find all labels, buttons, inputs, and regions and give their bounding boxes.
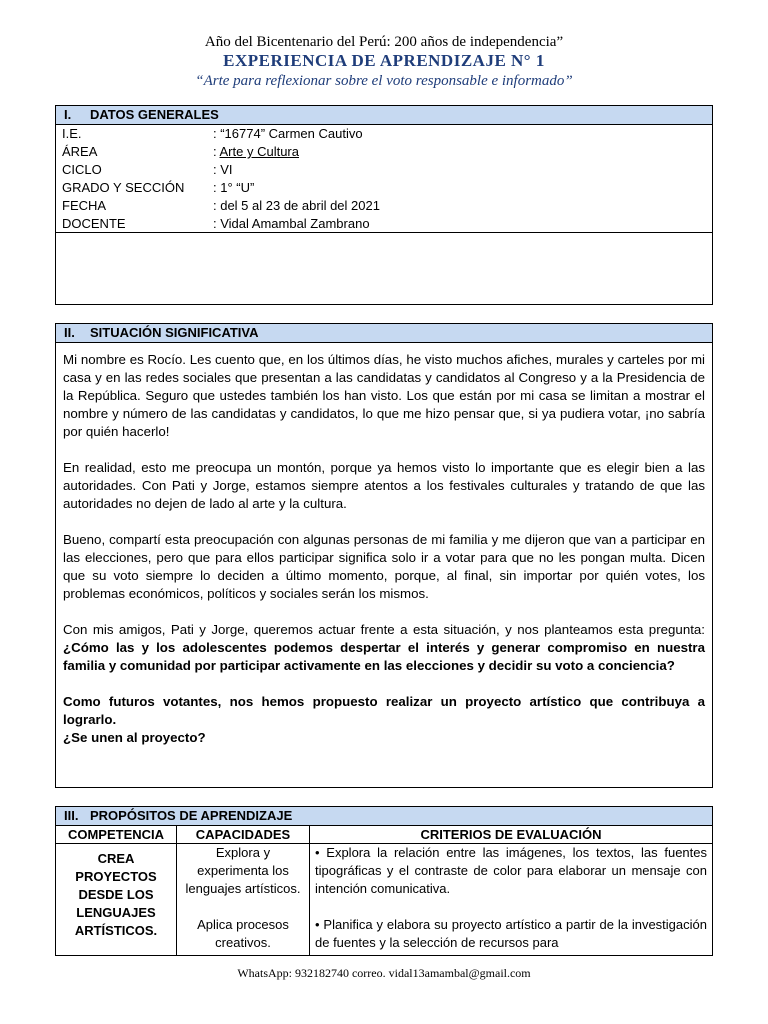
area-colon: : bbox=[213, 144, 220, 159]
purposes-table bbox=[56, 826, 712, 956]
competencia-text: CREA PROYECTOS DESDE LOS LENGUAJES ARTÍSTICOS. bbox=[74, 851, 158, 938]
datos-generales-section bbox=[55, 105, 713, 305]
area-value: Arte y Cultura bbox=[219, 144, 299, 159]
page-subtitle: “Arte para reflexionar sobre el voto responsable e informado” bbox=[195, 73, 573, 89]
situacion-significativa-section bbox=[55, 323, 713, 788]
table-row bbox=[56, 844, 712, 957]
year-header: Año del Bicentenario del Perú: 200 años de independencia” bbox=[204, 34, 564, 50]
section-heading bbox=[56, 106, 712, 125]
info-key: FECHA bbox=[62, 198, 107, 213]
capacidad-item: Explora y experimenta los lenguajes artísticos. bbox=[185, 845, 301, 896]
situation-text bbox=[56, 343, 712, 747]
info-value: : del 5 al 23 de abril del 2021 bbox=[213, 198, 380, 213]
info-row bbox=[56, 179, 712, 197]
info-row bbox=[56, 215, 712, 233]
capacidades-cell bbox=[177, 844, 310, 957]
info-key: GRADO Y SECCIÓN bbox=[62, 180, 185, 195]
info-value: : 1° “U” bbox=[213, 180, 255, 195]
propositos-section bbox=[55, 806, 713, 956]
section-number: I. bbox=[64, 107, 72, 122]
paragraph: En realidad, esto me preocupa un montón, porque ya hemos visto lo importante que es elegir bien a las autoridades. Con Pati y Jorge, estamos siempre atentos a los festivales culturales y tratando de que las autoridades no dejen de lado al arte y la cultura. bbox=[63, 460, 705, 511]
info-key: CICLO bbox=[62, 162, 102, 177]
info-row bbox=[56, 143, 712, 161]
proposal-text: Como futuros votantes, nos hemos propuesto realizar un proyecto artístico que contribuya a lograrlo. bbox=[63, 694, 705, 727]
page-title: EXPERIENCIA DE APRENDIZAJE N° 1 bbox=[223, 51, 545, 70]
section-heading bbox=[56, 807, 712, 826]
column-header: CAPACIDADES bbox=[177, 826, 310, 844]
info-value: : “16774” Carmen Cautivo bbox=[213, 126, 363, 141]
section-title: SITUACIÓN SIGNIFICATIVA bbox=[90, 325, 259, 340]
criterios-cell bbox=[310, 844, 713, 957]
info-key: ÁREA bbox=[62, 144, 98, 159]
capacidad-item: Aplica procesos creativos. bbox=[197, 917, 289, 950]
info-row bbox=[56, 125, 712, 143]
info-value: : VI bbox=[213, 162, 233, 177]
paragraph-intro: Con mis amigos, Pati y Jorge, queremos actuar frente a esta situación, y nos planteamos esta pregunta: bbox=[63, 622, 705, 637]
section-heading bbox=[56, 324, 712, 343]
paragraph bbox=[63, 693, 705, 747]
section-title: DATOS GENERALES bbox=[90, 107, 219, 122]
key-question: ¿Cómo las y los adolescentes podemos despertar el interés y generar compromiso en nuestra familia y comunidad por participar activamente en las elecciones y decidir su voto a conciencia? bbox=[63, 640, 705, 673]
info-key: I.E. bbox=[62, 126, 82, 141]
competencia-cell bbox=[56, 844, 177, 957]
info-value: : Vidal Amambal Zambrano bbox=[213, 216, 370, 231]
criterio-item: • Explora la relación entre las imágenes, los textos, las fuentes tipográficas y el contraste de color para elaborar un mensaje con intención comunicativa. bbox=[315, 845, 707, 896]
paragraph bbox=[63, 621, 705, 675]
paragraph: Mi nombre es Rocío. Les cuento que, en los últimos días, he visto muchos afiches, murales y carteles por mi casa y en las redes sociales que presentan a las candidatas y candidatos al Congreso y a la Presidencia de la República. Seguro que ustedes también los han visto. Los que están por mi casa se limitan a mostrar el nombre y número de las candidatas y candidatos, lo que me hizo pensar que, si ya pudiera votar, ¡no sabría por quién hacerlo! bbox=[63, 352, 705, 439]
info-key: DOCENTE bbox=[62, 216, 126, 231]
contact-footer: WhatsApp: 932182740 correo. vidal13amambal@gmail.com bbox=[237, 966, 531, 980]
column-header: COMPETENCIA bbox=[56, 826, 177, 844]
section-title: PROPÓSITOS DE APRENDIZAJE bbox=[90, 808, 293, 823]
info-value bbox=[213, 143, 299, 161]
table-header-row bbox=[56, 826, 712, 844]
section-number: II. bbox=[64, 325, 75, 340]
section-number: III. bbox=[64, 808, 79, 823]
paragraph: Bueno, compartí esta preocupación con algunas personas de mi familia y me dijeron que van a participar en las elecciones, pero que para ellos participar significa solo ir a votar para que no les pongan multa. Dicen que su voto siempre lo deciden a último momento, porque, al final, sin importar por quién votes, los problemas económicos, políticos y sociales serán los mismos. bbox=[63, 532, 705, 601]
info-row bbox=[56, 197, 712, 215]
divider bbox=[56, 232, 712, 233]
info-row bbox=[56, 161, 712, 179]
column-header: CRITERIOS DE EVALUACIÓN bbox=[310, 826, 713, 844]
invitation-question: ¿Se unen al proyecto? bbox=[63, 730, 206, 745]
criterio-item: • Planifica y elabora su proyecto artístico a partir de la investigación de fuentes y la selección de recursos para bbox=[315, 917, 707, 950]
